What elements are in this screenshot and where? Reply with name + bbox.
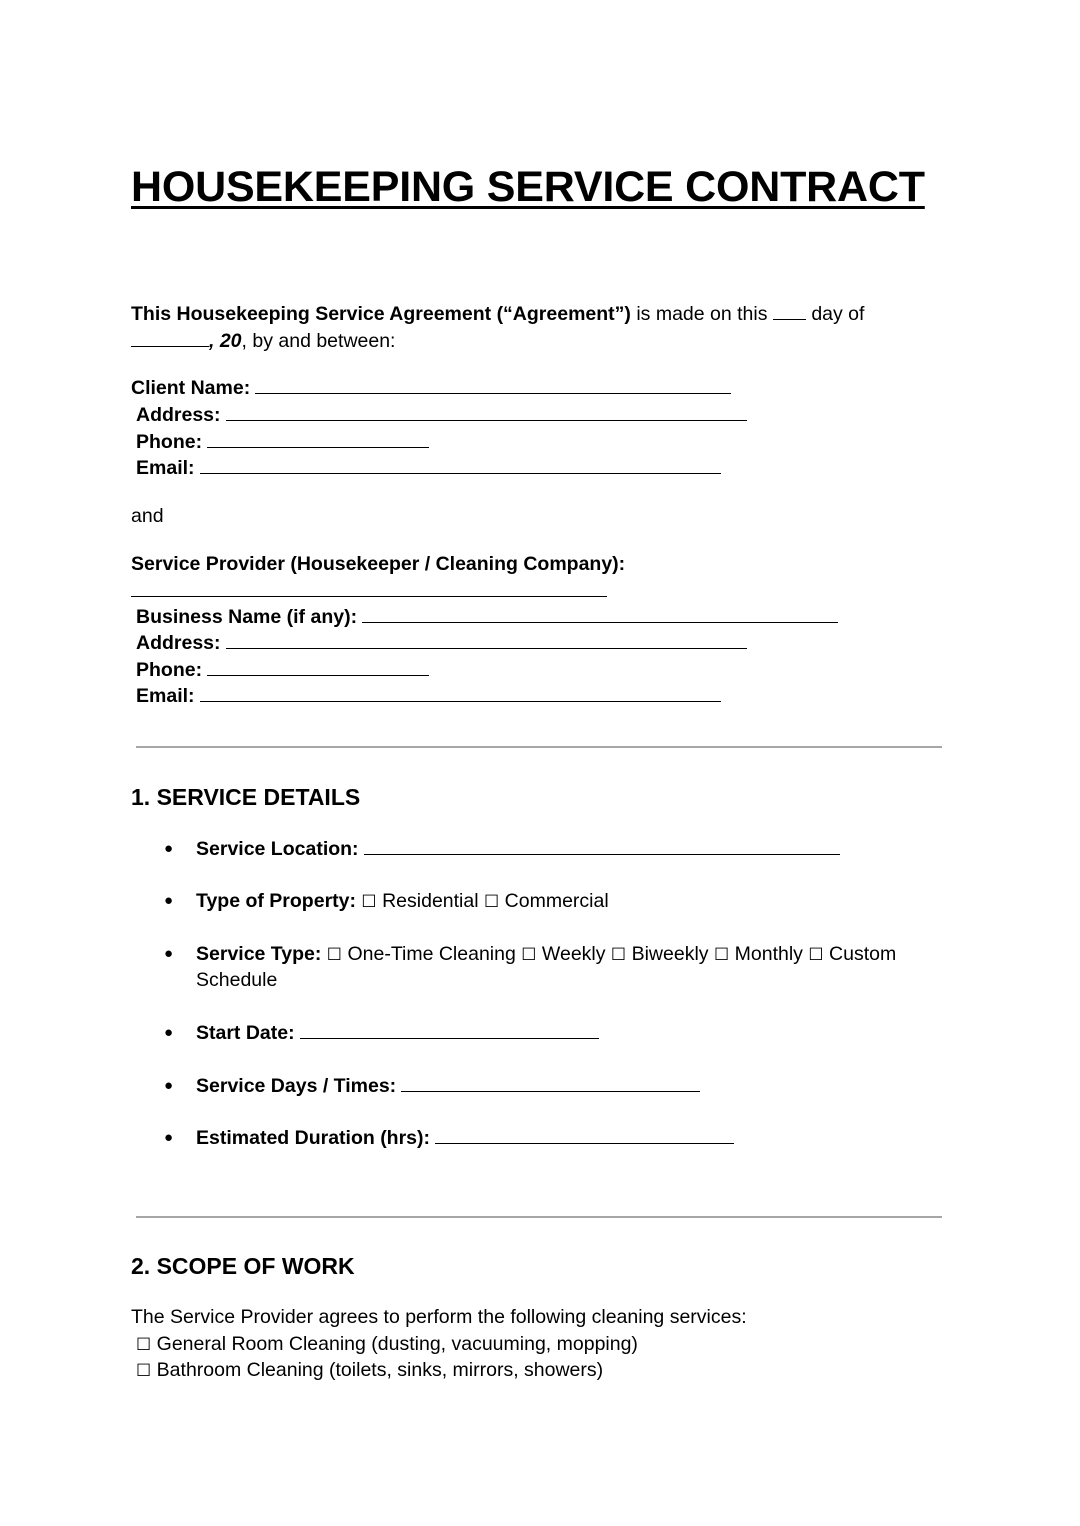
checkbox-icon[interactable]: ☐ (521, 945, 537, 965)
section-1-heading: 1. SERVICE DETAILS (131, 784, 361, 810)
bullet-icon: ● (164, 892, 174, 909)
section-divider (136, 1216, 942, 1218)
start-date-row (196, 1020, 599, 1046)
property-option-residential: Residential (382, 890, 479, 912)
scope-item-label: Bathroom Cleaning (toilets, sinks, mirrors, showers) (156, 1359, 604, 1381)
client-address-row (136, 402, 747, 428)
property-type-label: Type of Property: (196, 890, 356, 912)
provider-business-row (136, 604, 838, 630)
property-option-commercial: Commercial (504, 890, 609, 912)
intro-year-prefix: , 20 (209, 330, 242, 352)
client-name-label: Client Name: (131, 377, 251, 399)
service-type-option-monthly: Monthly (734, 943, 803, 965)
checkbox-icon[interactable]: ☐ (484, 892, 500, 912)
client-phone-blank[interactable] (207, 429, 429, 448)
provider-heading: Service Provider (Housekeeper / Cleaning Company): (131, 553, 626, 575)
document-title: HOUSEKEEPING SERVICE CONTRACT (131, 163, 925, 211)
section-divider (136, 746, 942, 748)
bullet-icon: ● (164, 1024, 174, 1041)
client-phone-label: Phone: (136, 431, 203, 453)
intro-agreement-name: This Housekeeping Service Agreement (“Agreement”) (131, 303, 631, 325)
provider-phone-row (136, 657, 429, 683)
duration-label: Estimated Duration (hrs): (196, 1127, 431, 1149)
checkbox-icon[interactable]: ☐ (610, 945, 627, 965)
provider-name-row (131, 578, 607, 604)
provider-name-blank[interactable] (131, 578, 607, 597)
scope-item (136, 1331, 638, 1358)
start-date-label: Start Date: (196, 1022, 295, 1044)
provider-address-label: Address: (136, 632, 221, 654)
service-location-blank[interactable] (364, 836, 840, 855)
intro-line-1 (131, 301, 864, 327)
provider-phone-label: Phone: (136, 659, 203, 681)
checkbox-icon[interactable]: ☐ (713, 945, 730, 965)
service-days-row (196, 1073, 700, 1099)
provider-email-row (136, 683, 721, 709)
provider-business-label: Business Name (if any): (136, 606, 358, 628)
client-email-blank[interactable] (200, 455, 721, 474)
checkbox-icon[interactable]: ☐ (808, 945, 824, 965)
service-days-label: Service Days / Times: (196, 1075, 397, 1097)
day-blank[interactable] (773, 301, 806, 320)
checkbox-icon[interactable]: ☐ (136, 1335, 152, 1355)
service-type-option-weekly: Weekly (541, 943, 606, 965)
client-email-row (136, 455, 721, 481)
section-2-heading: 2. SCOPE OF WORK (131, 1253, 355, 1279)
bullet-icon: ● (164, 945, 174, 962)
duration-row (196, 1125, 734, 1151)
scope-item (136, 1357, 603, 1384)
intro-made-on: is made on this (630, 303, 773, 325)
intro-by-and-between: , by and between: (241, 330, 396, 352)
provider-email-label: Email: (136, 685, 195, 707)
scope-intro: The Service Provider agrees to perform the following cleaning services: (131, 1306, 747, 1328)
intro-line-2 (131, 328, 395, 354)
provider-address-row (136, 630, 747, 656)
checkbox-icon[interactable]: ☐ (136, 1361, 152, 1381)
service-location-row (196, 836, 840, 862)
provider-email-blank[interactable] (200, 683, 721, 702)
bullet-icon: ● (164, 1129, 174, 1146)
service-type-option-one-time: One-Time Cleaning (347, 943, 516, 965)
checkbox-icon[interactable]: ☐ (326, 945, 343, 965)
scope-item-label: General Room Cleaning (dusting, vacuuming, mopping) (156, 1333, 638, 1355)
service-type-option-custom: Custom (829, 943, 897, 965)
client-email-label: Email: (136, 457, 195, 479)
bullet-icon: ● (164, 1077, 174, 1094)
service-type-wrap: Schedule (196, 969, 278, 991)
service-days-blank[interactable] (401, 1073, 700, 1092)
client-phone-row (136, 429, 429, 455)
start-date-blank[interactable] (300, 1020, 599, 1039)
checkbox-icon[interactable]: ☐ (361, 892, 377, 912)
service-type-option-biweekly: Biweekly (631, 943, 709, 965)
and-text: and (131, 505, 164, 527)
property-type-row (196, 888, 609, 915)
client-address-label: Address: (136, 404, 221, 426)
intro-day-of: day of (805, 303, 865, 325)
client-name-blank[interactable] (255, 375, 731, 394)
provider-business-blank[interactable] (362, 604, 838, 623)
month-blank[interactable] (131, 328, 209, 347)
service-type-row (196, 941, 896, 968)
service-type-label: Service Type: (196, 943, 322, 965)
client-address-blank[interactable] (226, 402, 747, 421)
duration-blank[interactable] (435, 1125, 734, 1144)
provider-phone-blank[interactable] (207, 657, 429, 676)
service-location-label: Service Location: (196, 838, 359, 860)
client-name-row (131, 375, 731, 401)
bullet-icon: ● (164, 840, 174, 857)
provider-address-blank[interactable] (226, 630, 747, 649)
